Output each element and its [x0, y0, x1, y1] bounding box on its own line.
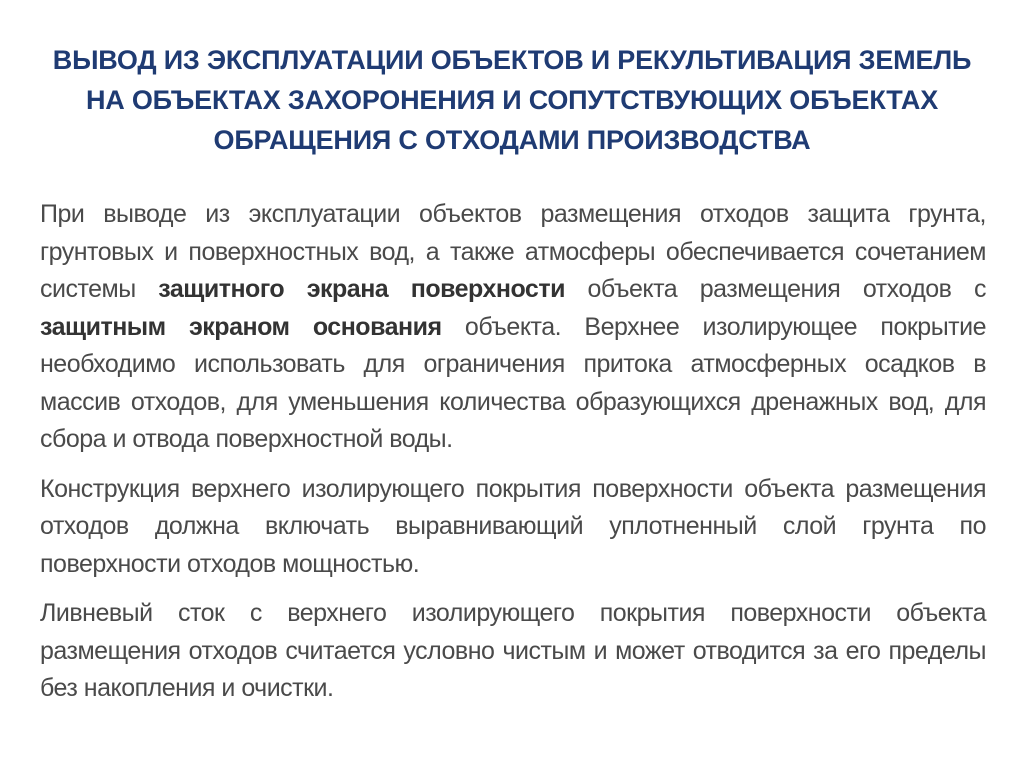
paragraph-stormwater: Ливневый сток с верхнего изолирующего покрытия поверхности объекта размещения отходов считается условно чистым и может отводится за его пределы без накопления и очистки.: [40, 599, 986, 702]
title-line-1: ВЫВОД ИЗ ЭКСПЛУАТАЦИИ ОБЪЕКТОВ И РЕКУЛЬТИВАЦИЯ ЗЕМЕЛЬ: [52, 45, 972, 75]
title-line-3: ОБРАЩЕНИЯ С ОТХОДАМИ ПРОИЗВОДСТВА: [213, 125, 811, 155]
paragraph-1-text-2: объекта размещения отходов с: [564, 275, 986, 303]
title-line-2: НА ОБЪЕКТАХ ЗАХОРОНЕНИЯ И СОПУТСТВУЮЩИХ ОБЪЕКТАХ: [85, 85, 939, 115]
paragraph-cover-construction: Конструкция верхнего изолирующего покрытия поверхности объекта размещения отходов должна включать выравнивающий уплотненный слой грунта по поверхности отходов мощностью.: [40, 474, 986, 578]
bold-term-base-screen: защитным экраном основания: [40, 312, 442, 341]
bold-term-surface-screen: защитного экрана поверхности: [158, 275, 565, 303]
paragraph-1-text-3: объекта. Верхнее изолирующее покрытие необходимо использовать для ограничения притока атмосферных осадков в массив отходов, для уменьшения количества образующихся дренажных вод, для сбора и отвода поверхностной воды.: [40, 312, 986, 453]
paragraph-decommissioning: [40, 196, 986, 459]
paragraph-1-text-1: При выводе из эксплуатации объектов размещения отходов защита грунта, грунтовых и поверхностных вод, а также атмосферы обеспечивается сочетанием системы: [40, 200, 986, 303]
slide-body: [40, 196, 986, 720]
slide-title: [20, 40, 1004, 160]
